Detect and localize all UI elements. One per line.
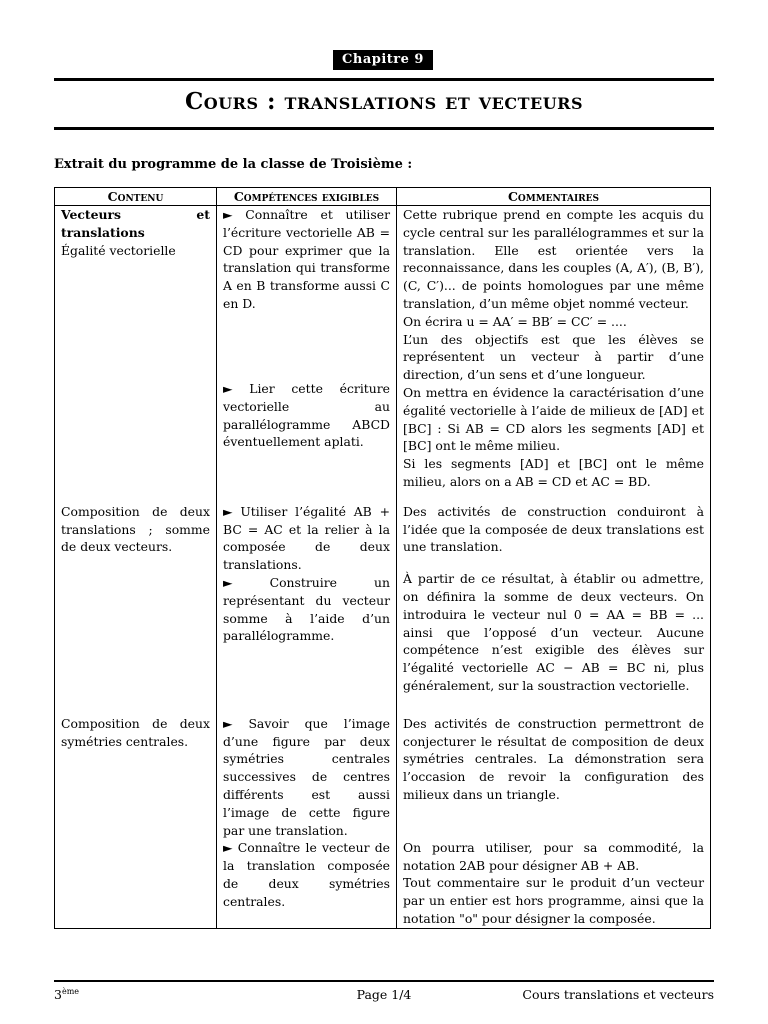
competence-item: ► Connaître le vecteur de la translation composée de deux symétries centrales. [223, 840, 390, 909]
commentaire-item: On écrira u = AA′ = BB′ = CC′ = .... [403, 313, 627, 329]
contenu-text: Composition de deux symétries centrales. [61, 715, 210, 749]
contenu-title: Vecteurs et translations [61, 207, 210, 240]
header-commentaires: Commentaires [397, 188, 711, 206]
chapter-badge: Chapitre 9 [333, 50, 433, 70]
table-row [55, 206, 711, 503]
footer-rule [54, 980, 714, 982]
title-rule [54, 127, 714, 130]
competence-item: ► Construire un représentant du vecteur somme à l’aide d’un parallélogramme. [223, 574, 390, 644]
competence-item: ► Savoir que l’image d’une figure par deux symétries centrales successives de centres différents est aussi l’image de cette figure par une translation. [223, 715, 390, 838]
commentaire-item: On mettra en évidence la caractérisation d’une égalité vectorielle à l’aide de milieux de [AD] et [BC] : Si AB = CD alors les segments [AD] et [BC] ont le même milieu. [403, 384, 704, 454]
commentaire-item: Cette rubrique prend en compte les acquis du cycle central sur les parallélogrammes et sur la translation. Elle est orientée vers la reconnaissance, dans les couples (A, A′), (B, B′), (C, C′)... de points homologues par une même translation, d’un même objet nommé vecteur. [403, 207, 704, 311]
commentaire-item: À partir de ce résultat, à établir ou admettre, on définira la somme de deux vecteurs. On introduira le vecteur nul 0 = AA = BB = ... ainsi que l’opposé d’un vecteur. Aucune compétence n’est exigible des élèves sur l’égalité vectorielle AC − AB = BC ni, plus généralement, sur la soustraction vectorielle. [403, 571, 704, 693]
top-rule [54, 78, 714, 81]
page-title: Cours : translations et vecteurs [184, 88, 583, 115]
contenu-text: Égalité vectorielle [61, 242, 176, 258]
competence-item: ► Connaître et utiliser l’écriture vectorielle AB = CD pour exprimer que la translation qui transforme A en B transforme aussi C en D. [223, 207, 390, 311]
table-row [55, 503, 711, 715]
competence-item: ► Utiliser l’égalité AB + BC = AC et la relier à la composée de deux translations. [223, 503, 390, 573]
commentaire-item: Des activités de construction conduiront à l’idée que la composée de deux translations est une translation. [403, 503, 704, 555]
footer-level: 3ème [54, 987, 80, 1003]
contenu-text: Composition de deux translations ; somme de deux vecteurs. [61, 503, 210, 555]
footer-page: Page 1/4 [356, 987, 412, 1002]
commentaire-item: Des activités de construction permettront de conjecturer le résultat de composition de deux symétries centrales. La démonstration sera l’occasion de revoir la configuration des milieux dans un triangle. [403, 715, 704, 802]
competence-item: ► Lier cette écriture vectorielle au parallélogramme ABCD éventuellement aplati. [223, 381, 390, 450]
extract-heading: Extrait du programme de la classe de Troisième : [54, 157, 413, 172]
commentaire-item: Si les segments [AD] et [BC] ont le même milieu, alors on a AB = CD et AC = BD. [403, 456, 704, 489]
table-row [55, 715, 711, 928]
commentaire-item: L’un des objectifs est que les élèves se représentent un vecteur à partir d’une direction, d’un sens et d’une longueur. [403, 331, 704, 383]
commentaire-item: Tout commentaire sur le produit d’un vecteur par un entier est hors programme, ainsi que la notation "o" pour désigner la composée. [403, 875, 704, 926]
header-contenu: Contenu [55, 188, 217, 206]
program-table [54, 187, 711, 929]
footer-course-title: Cours translations et vecteurs [522, 987, 714, 1002]
commentaire-item: On pourra utiliser, pour sa commodité, la notation 2AB pour désigner AB + AB. [403, 839, 704, 873]
header-competences: Compétences exigibles [217, 188, 397, 206]
